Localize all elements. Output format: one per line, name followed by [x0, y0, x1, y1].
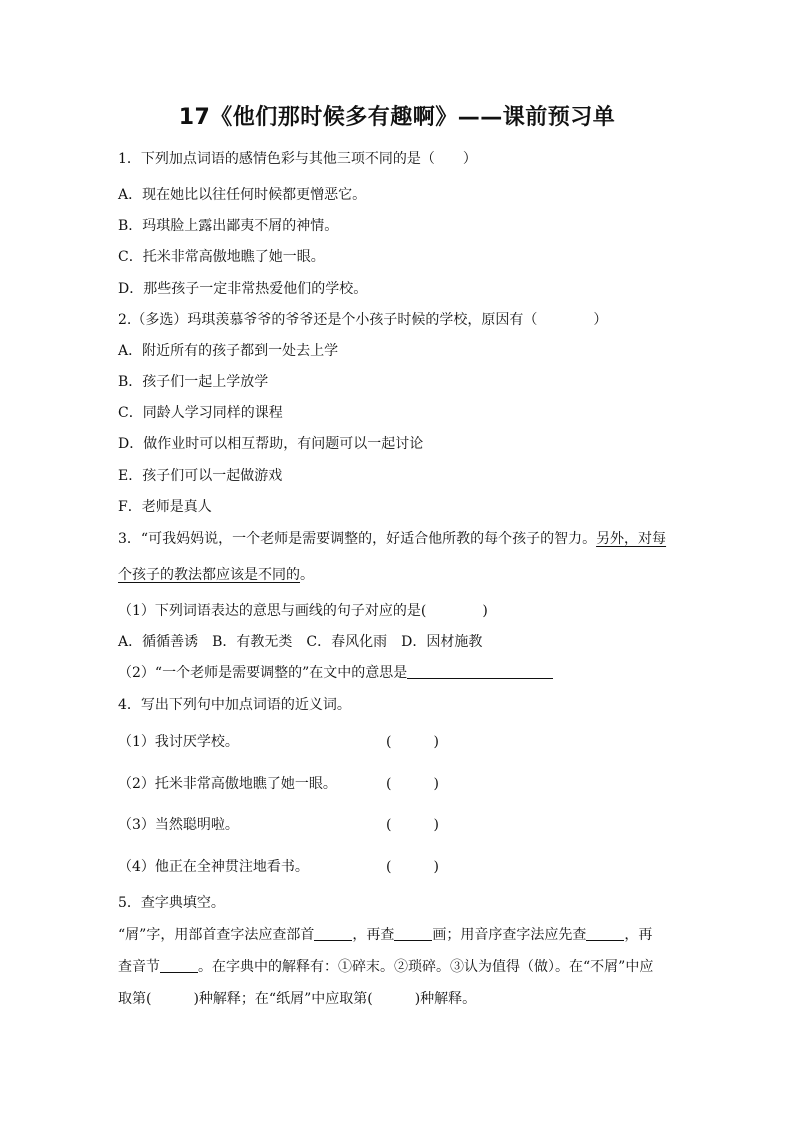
question-4-stem: 4．写出下列句中加点词语的近义词。 [118, 697, 351, 713]
question-2-option-a: A．附近所有的孩子都到一处去上学 [118, 343, 339, 359]
question-4-item-4: （4）他正在全神贯注地看书。 [118, 859, 309, 875]
radical-blank[interactable] [314, 926, 352, 941]
question-3-sub-2-text: （2）“一个老师是需要调整的”在文中的意思是 [118, 665, 408, 681]
question-2-option-f: F．老师是真人 [118, 499, 212, 515]
page-title: 17《他们那时候多有趣啊》——课前预习单 [178, 105, 616, 130]
syllable-blank[interactable] [160, 958, 198, 973]
question-4-answer-2[interactable]: ( ) [386, 776, 439, 792]
question-5-text-syllable: 查音节 [118, 959, 160, 975]
question-2-option-c: C．同龄人学习同样的课程 [118, 405, 283, 421]
question-5-line-2 [118, 958, 653, 976]
question-5-text-definitions: 。在字典中的解释有：①碎末。②琐碎。③认为值得（做）。在“不屑”中应 [198, 959, 654, 975]
question-4-answer-4[interactable]: ( ) [386, 859, 439, 875]
question-5-stem: 5．查字典填空。 [118, 895, 225, 911]
question-1-option-a: A．现在她比以往任何时候都更憎恶它。 [118, 187, 367, 203]
stroke-count-blank[interactable] [394, 926, 432, 941]
question-5-line-3: 取第( )种解释；在“纸屑”中应取第( )种解释。 [118, 991, 477, 1007]
question-4-answer-1[interactable]: ( ) [386, 734, 439, 750]
question-5-text-radical: “屑”字，用部首查字法应查部首 [118, 927, 315, 943]
question-3-underlined-sentence-part-2: 个孩子的教法都应该是不同的 [118, 567, 300, 583]
question-3-sub-2 [118, 664, 553, 682]
question-3-stem-line-1 [118, 530, 666, 548]
question-4-answer-3[interactable]: ( ) [386, 817, 439, 833]
question-4-item-1: （1）我讨厌学校。 [118, 734, 239, 750]
question-2-option-b: B．孩子们一起上学放学 [118, 374, 269, 390]
question-2-stem: 2.（多选）玛琪羡慕爷爷的爷爷还是个小孩子时候的学校，原因有（ ） [118, 312, 608, 328]
question-3-stem-line-2 [118, 566, 314, 584]
question-5-text-again: ，再 [624, 927, 653, 943]
question-3-answer-blank[interactable] [407, 664, 553, 679]
question-2-option-d: D．做作业时可以相互帮助，有问题可以一起讨论 [118, 436, 424, 452]
initial-letter-blank[interactable] [586, 926, 624, 941]
question-5-line-1 [118, 926, 652, 944]
question-5-text-phonetic: 画；用音序查字法应先查 [432, 927, 587, 943]
question-3-sub-1-options: A．循循善诱 B．有教无类 C．春风化雨 D．因材施教 [118, 634, 483, 650]
question-5-text-then: ，再查 [352, 927, 395, 943]
question-3-stem-end: 。 [300, 567, 314, 583]
question-4-item-2: （2）托米非常高傲地瞧了她一眼。 [118, 776, 337, 792]
question-4-item-3: （3）当然聪明啦。 [118, 817, 239, 833]
question-2-option-e: E．孩子们可以一起做游戏 [118, 468, 283, 484]
question-3-stem-text: 3．“可我妈妈说，一个老师是需要调整的，好适合他所教的每个孩子的智力。 [118, 531, 597, 547]
question-3-sub-1: （1）下列词语表达的意思与画线的句子对应的是( ) [118, 603, 488, 619]
question-1-stem: 1．下列加点词语的感情色彩与其他三项不同的是（ ） [118, 151, 477, 167]
question-1-option-b: B．玛琪脸上露出鄙夷不屑的神情。 [118, 218, 339, 234]
question-1-option-c: C．托米非常高傲地瞧了她一眼。 [118, 249, 325, 265]
question-3-underlined-sentence-part-1: 另外，对每 [596, 531, 667, 547]
question-1-option-d: D．那些孩子一定非常热爱他们的学校。 [118, 281, 368, 297]
